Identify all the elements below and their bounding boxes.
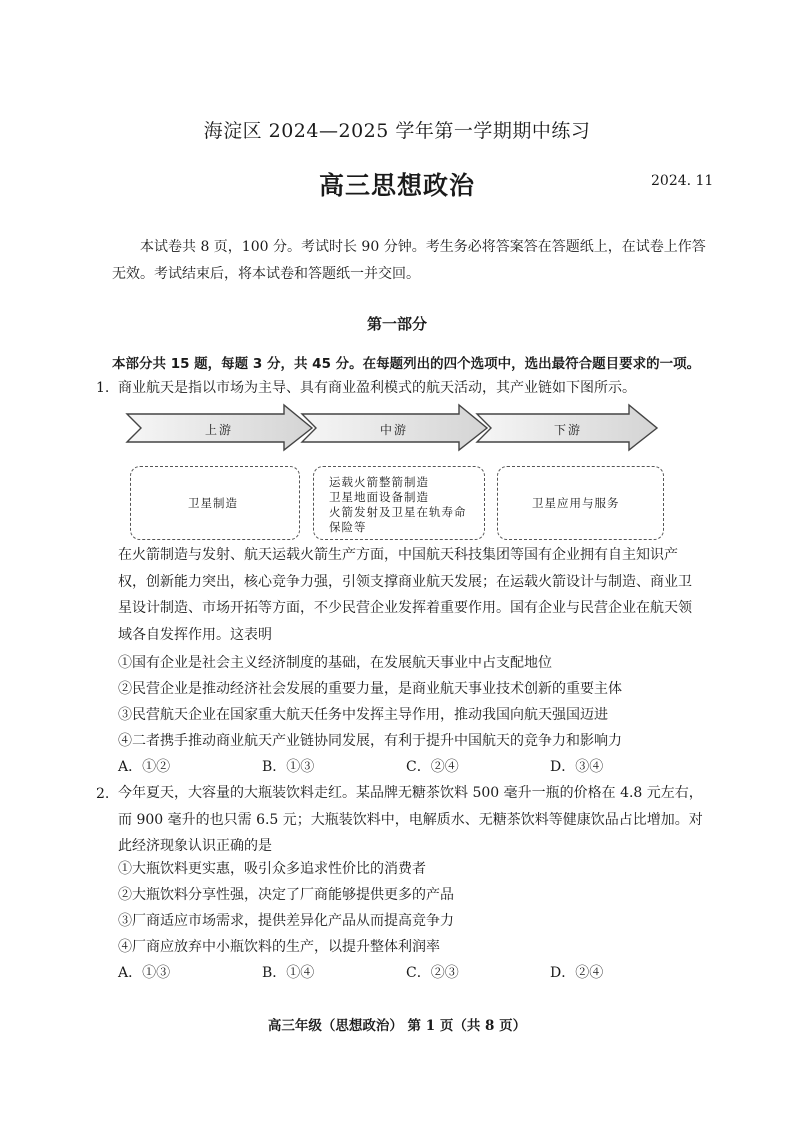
stage-upstream-label: 上游: [205, 423, 234, 437]
question-1-option-c[interactable]: C．②④: [406, 759, 459, 775]
question-2-option-b[interactable]: B．①④: [262, 965, 315, 981]
question-2-statement-4: ④厂商应放弃中小瓶饮料的生产，以提升整体利润率: [118, 939, 440, 955]
question-1-statement-4: ④二者携手推动商业航天产业链协同发展，有利于提升中国航天的竞争力和影响力: [118, 733, 622, 749]
upstream-box: [130, 466, 300, 540]
question-1-material: 在火箭制造与发射、航天运载火箭生产方面，中国航天科技集团等国有企业拥有自主知识产权，创新能力突出，核心竞争力强，引领支撑商业航天发展；在运载火箭设计与制造、商业卫星设计制造、市场开拓等方面，不少民营企业发挥着重要作用。国有企业与民营企业在航天领域各自发挥作用。这表明: [118, 547, 692, 644]
downstream-box-text: 卫星应用与服务: [532, 496, 620, 510]
question-2-statement-3: ③厂商适应市场需求，提供差异化产品从而提高竞争力: [118, 913, 454, 929]
upstream-box-text: 卫星制造: [188, 496, 238, 510]
midstream-box-line-3: 火箭发射及卫星在轨寿命: [329, 505, 467, 519]
midstream-box-line-1: 运载火箭整箭制造: [329, 475, 429, 489]
exam-title: 海淀区 2024—2025 学年第一学期期中练习: [203, 120, 591, 142]
question-2-option-c[interactable]: C．②③: [406, 965, 459, 981]
downstream-box: [497, 466, 664, 540]
page-footer: 高三年级（思想政治） 第 1 页（共 8 页）: [267, 1018, 527, 1034]
question-2-number: 2.: [96, 786, 110, 802]
question-1-option-b[interactable]: B．①③: [262, 759, 315, 775]
question-2-option-a[interactable]: A．①③: [118, 965, 171, 981]
question-2-option-d[interactable]: D．②④: [550, 965, 604, 981]
midstream-box: [313, 466, 485, 540]
midstream-box-line-2: 卫星地面设备制造: [329, 490, 429, 504]
question-1-option-d[interactable]: D．③④: [550, 759, 604, 775]
question-1-statement-1: ①国有企业是社会主义经济制度的基础，在发展航天事业中占支配地位: [118, 655, 552, 671]
question-1-number: 1.: [96, 380, 110, 396]
question-2-statement-2: ②大瓶饮料分享性强，决定了厂商能够提供更多的产品: [118, 887, 454, 903]
exam-instructions: 本试卷共 8 页，100 分。考试时长 90 分钟。考生务必将答案答在答题纸上，在试卷上作答无效。考试结束后，将本试卷和答题纸一并交回。: [112, 239, 706, 282]
subject-title: 高三思想政治: [318, 171, 475, 200]
part-instruction: 本部分共 15 题，每题 3 分，共 45 分。在每题列出的四个选项中，选出最符合题目要求的一项。: [112, 356, 701, 372]
question-2-statement-1: ①大瓶饮料更实惠，吸引众多追求性价比的消费者: [118, 861, 426, 877]
question-1-option-a[interactable]: A．①②: [118, 759, 171, 775]
exam-date: 2024. 11: [651, 173, 714, 189]
part-title: 第一部分: [366, 315, 427, 333]
stage-midstream-label: 中游: [380, 423, 409, 437]
question-2-material: 今年夏天，大容量的大瓶装饮料走红。某品牌无糖茶饮料 500 毫升一瓶的价格在 4.8 元左右，而 900 毫升的也只需 6.5 元；大瓶装饮料中，电解质水、无糖茶饮料等健康饮品占比增加。对此经济现象认识正确的是: [118, 785, 703, 855]
question-1-stem: 商业航天是指以市场为主导、具有商业盈利模式的航天活动，其产业链如下图所示。: [118, 380, 636, 396]
question-1-statement-2: ②民营企业是推动经济社会发展的重要力量，是商业航天事业技术创新的重要主体: [118, 681, 622, 697]
stage-downstream-label: 下游: [554, 423, 583, 437]
midstream-box-line-4: 保险等: [329, 520, 367, 534]
question-1-statement-3: ③民营航天企业在国家重大航天任务中发挥主导作用，推动我国向航天强国迈进: [118, 707, 608, 723]
